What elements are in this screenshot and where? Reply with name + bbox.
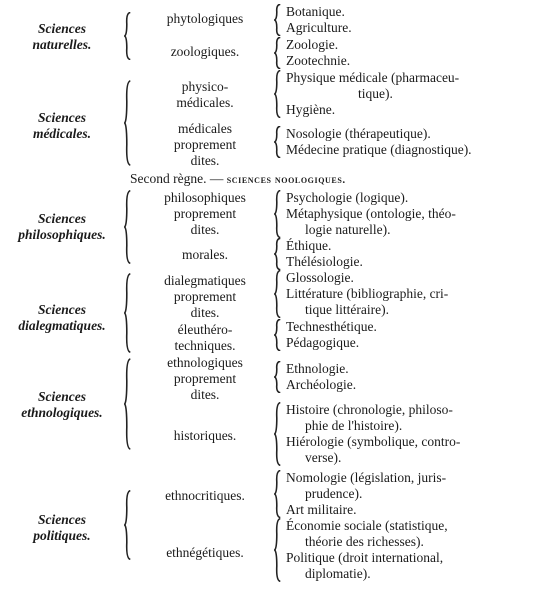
brace-icon (124, 190, 131, 264)
subcategory-label: médicales (178, 121, 232, 136)
brace-icon (124, 12, 131, 60)
list-item: tique littéraire). (305, 302, 389, 317)
brace-icon (274, 190, 281, 238)
subcategory-label: médicales. (176, 95, 234, 110)
list-item: logie naturelle). (305, 222, 391, 237)
section-heading (130, 171, 346, 188)
list-item: prudence). (305, 486, 363, 501)
list-item: verse). (305, 450, 342, 465)
brace-icon (274, 126, 281, 158)
brace-icon (124, 490, 131, 560)
list-item: Botanique. (286, 4, 345, 19)
subcategory-label: dites. (190, 153, 220, 168)
list-item: Histoire (chronologie, philoso- (286, 402, 453, 417)
list-item: Art militaire. (286, 502, 357, 517)
list-item: Économie sociale (statistique, (286, 518, 448, 533)
heading-prefix: Second règne. — (130, 171, 224, 186)
subcategory-label: physico- (181, 79, 229, 94)
category-label: dialegmatiques. (18, 318, 106, 333)
brace-icon (274, 270, 281, 318)
subcategory-label: ethnégétiques. (166, 545, 244, 560)
list-item: Hygiène. (286, 102, 336, 117)
subcategory-label: ethnologiques (167, 355, 243, 370)
category-label: Sciences (38, 110, 86, 125)
list-item: Psychologie (logique). (286, 190, 409, 205)
category-label: ethnologiques. (21, 405, 103, 420)
brace-icon (124, 358, 131, 450)
subcategory-label: morales. (181, 247, 229, 262)
list-item: Zoologie. (286, 37, 339, 52)
brace-icon (274, 470, 281, 518)
list-item: tique). (358, 86, 393, 101)
category-label: politiques. (33, 528, 91, 543)
category-label: philosophiques. (18, 227, 106, 242)
list-item: Thélésiologie. (286, 254, 363, 269)
subcategory-label: proprement (173, 137, 237, 152)
subcategory-label: techniques. (174, 338, 236, 353)
category-label: médicales. (32, 126, 92, 141)
subcategory-label: dialegmatiques (164, 273, 246, 288)
list-item: Politique (droit international, (286, 550, 444, 565)
list-item: Éthique. (286, 238, 332, 253)
brace-icon (274, 4, 281, 36)
list-item: Nosologie (thérapeutique). (286, 126, 431, 141)
heading-title: sciences noologiques. (226, 174, 346, 186)
brace-icon (274, 319, 281, 351)
subcategory-label: ethnocritiques. (165, 488, 245, 503)
list-item: Physique médicale (pharmaceu- (286, 70, 460, 85)
subcategory-label: proprement (173, 289, 237, 304)
list-item: Littérature (bibliographie, cri- (286, 286, 449, 301)
subcategory-label: dites. (190, 387, 220, 402)
brace-icon (274, 402, 281, 466)
category-label: Sciences (38, 302, 86, 317)
category-label: Sciences (38, 21, 86, 36)
list-item: Ethnologie. (286, 361, 349, 376)
list-item: Agriculture. (286, 20, 352, 35)
category-label: Sciences (38, 389, 86, 404)
brace-icon (274, 238, 281, 270)
list-item: Glossologie. (286, 270, 354, 285)
list-item: Nomologie (législation, juris- (286, 470, 447, 485)
list-item: théorie des richesses). (305, 534, 424, 549)
subcategory-label: dites. (190, 222, 220, 237)
list-item: Archéologie. (286, 377, 357, 392)
subcategory-label: proprement (173, 206, 237, 221)
subcategory-label: proprement (173, 371, 237, 386)
subcategory-label: historiques. (173, 428, 237, 443)
subcategory-label: phytologiques (166, 11, 244, 26)
list-item: Pédagogique. (286, 335, 360, 350)
list-item: Métaphysique (ontologie, théo- (286, 206, 456, 221)
brace-icon (124, 80, 131, 166)
subcategory-label: zoologiques. (170, 44, 240, 59)
brace-icon (274, 518, 281, 582)
category-label: Sciences (38, 512, 86, 527)
category-label: Sciences (38, 211, 86, 226)
brace-icon (274, 70, 281, 118)
subcategory-label: éleuthéro- (177, 322, 233, 337)
brace-icon (274, 37, 281, 69)
list-item: Hiérologie (symbolique, contro- (286, 434, 461, 449)
subcategory-label: philosophiques (164, 190, 246, 205)
list-item: Technesthétique. (286, 319, 377, 334)
list-item: phie de l'histoire). (305, 418, 403, 433)
subcategory-label: dites. (190, 305, 220, 320)
list-item: Zootechnie. (286, 53, 351, 68)
category-label: naturelles. (32, 37, 92, 52)
brace-icon (274, 361, 281, 393)
list-item: Médecine pratique (diagnostique). (286, 142, 472, 157)
brace-icon (124, 273, 131, 353)
list-item: diplomatie). (305, 566, 371, 581)
